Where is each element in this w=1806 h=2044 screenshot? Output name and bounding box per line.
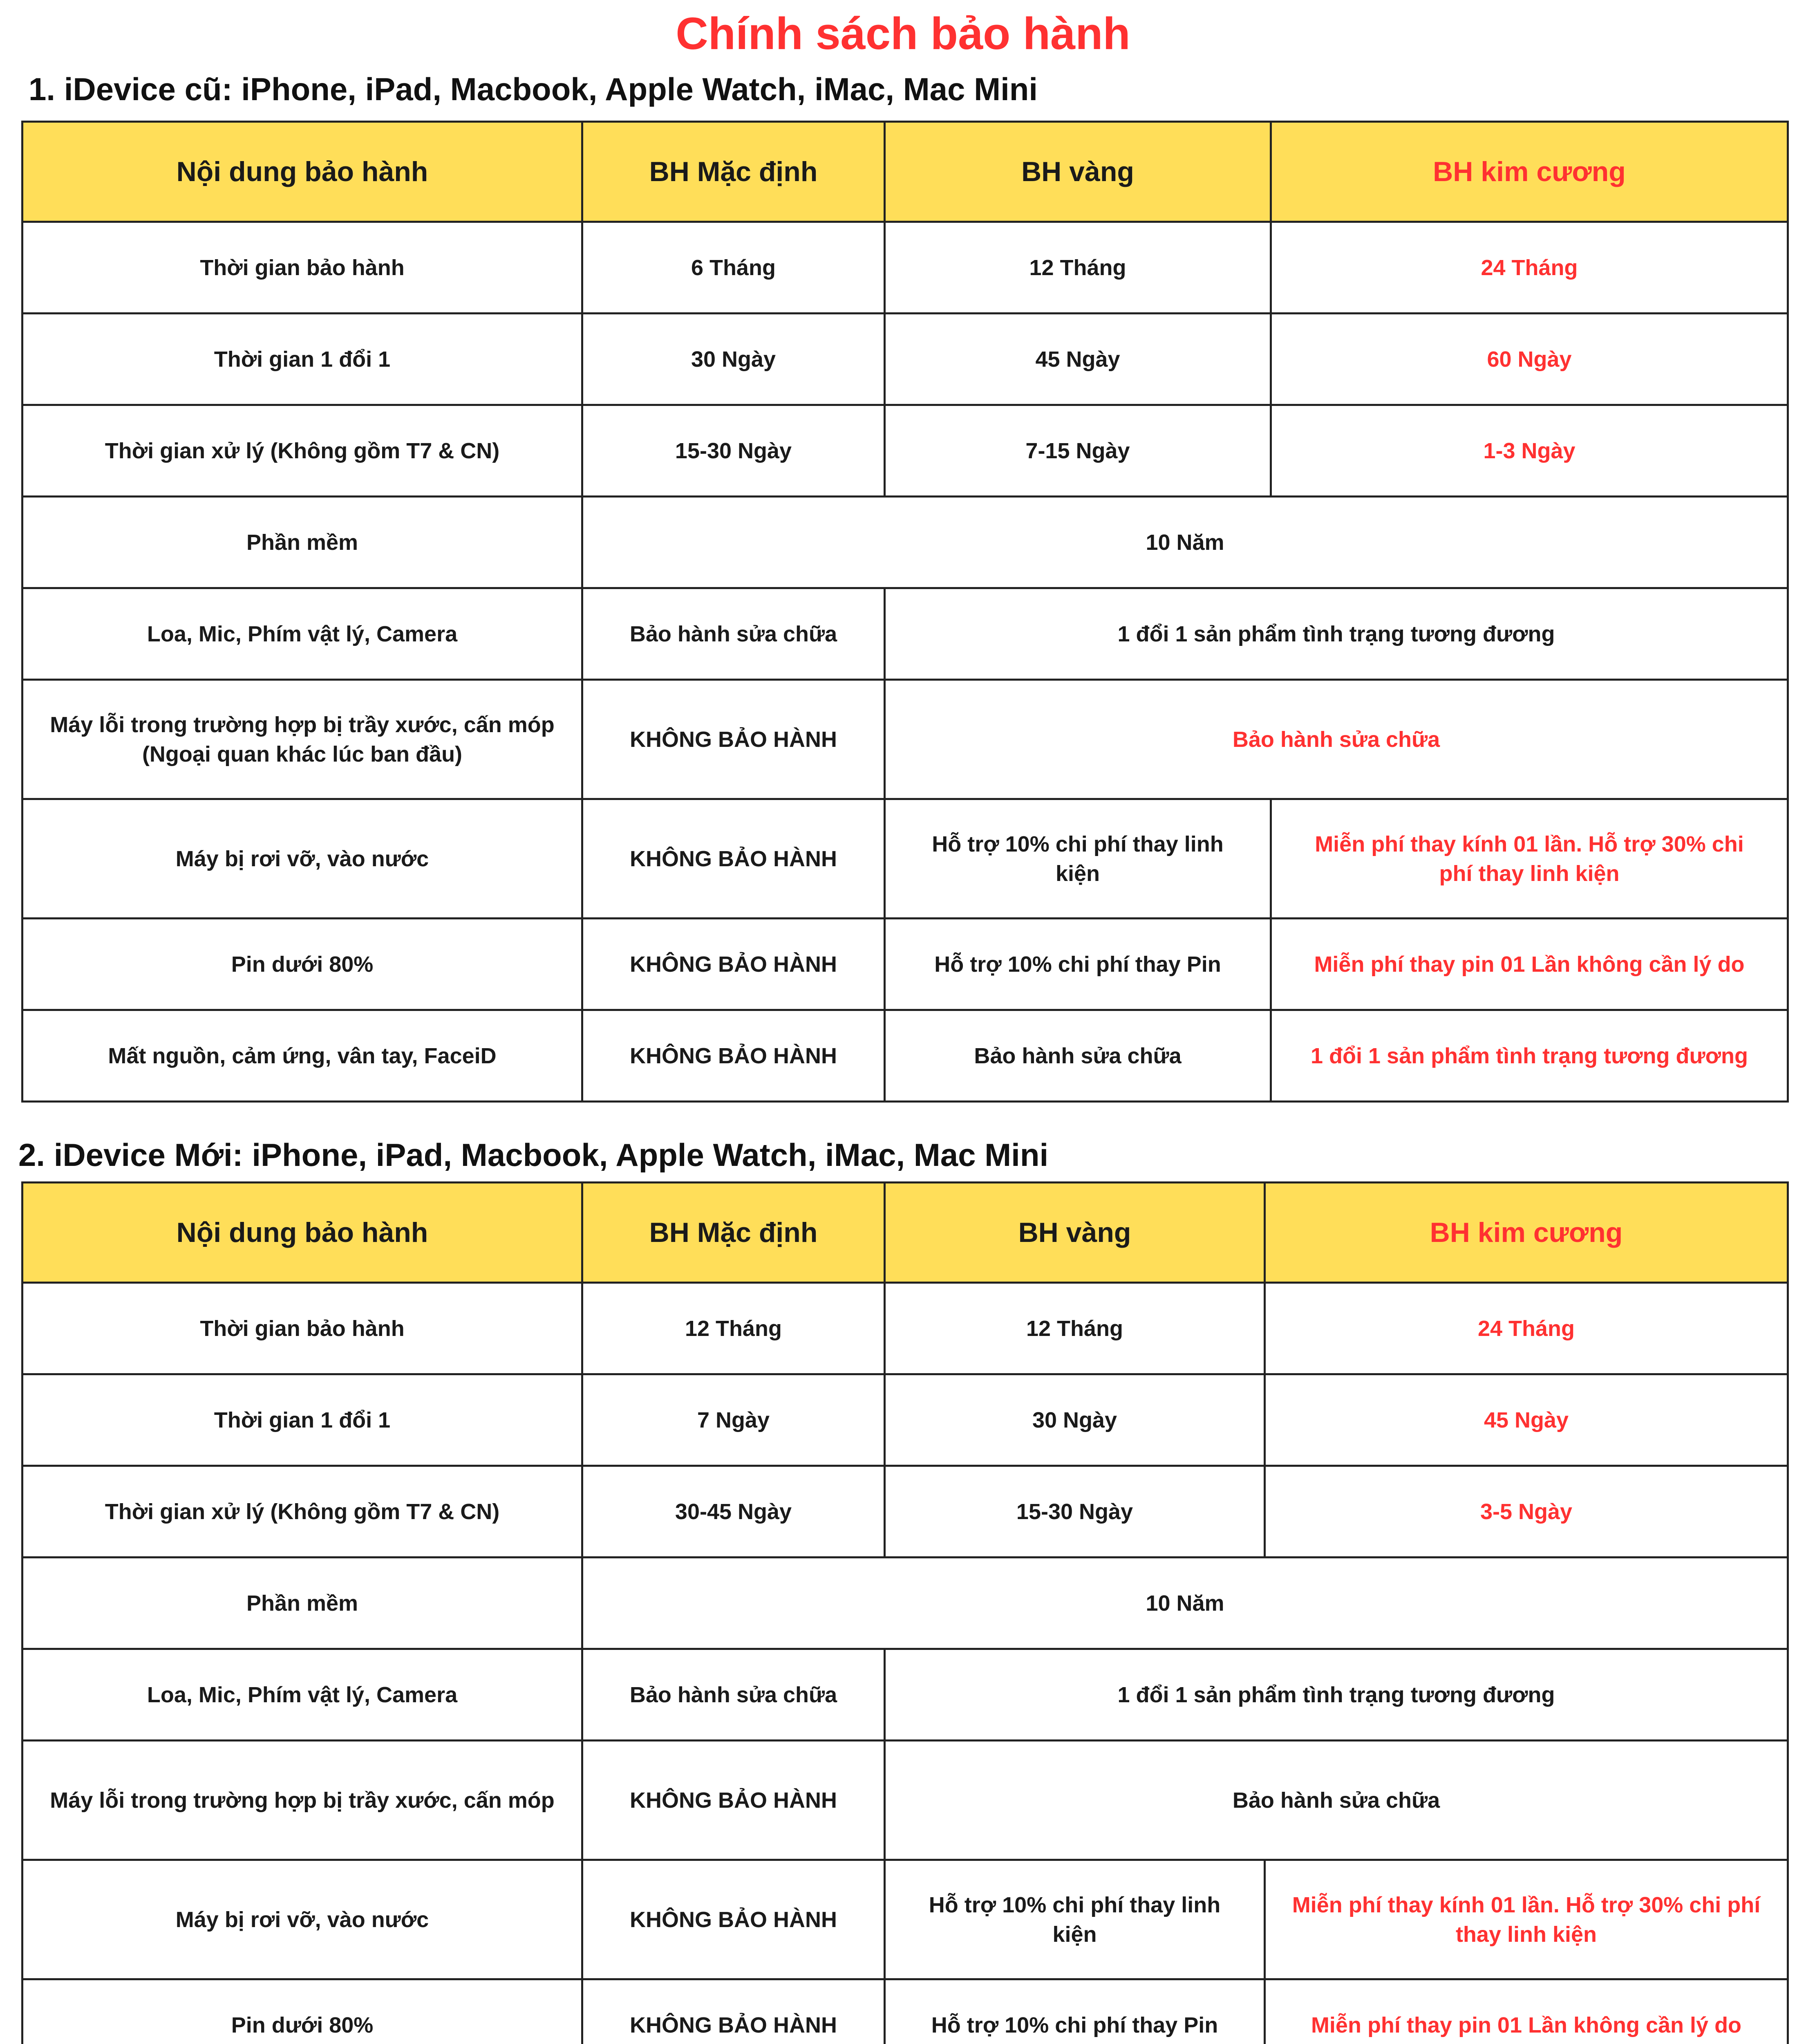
cell-default: 12 Tháng: [582, 1283, 885, 1374]
cell-default: 6 Tháng: [582, 222, 885, 314]
cell-diamond: Miễn phí thay pin 01 Lần không cần lý do: [1271, 919, 1788, 1010]
row-label: Thời gian bảo hành: [22, 1283, 582, 1374]
table-row: [22, 1283, 1788, 1374]
cell-default: Bảo hành sửa chữa: [582, 1649, 885, 1741]
table-row: [22, 1979, 1788, 2044]
cell-diamond: 1-3 Ngày: [1271, 405, 1788, 497]
cell-diamond: Miễn phí thay kính 01 lần. Hỗ trợ 30% chi phí thay linh kiện: [1265, 1860, 1788, 1979]
page-title: Chính sách bảo hành: [676, 9, 1130, 59]
cell-gold: 45 Ngày: [885, 314, 1271, 405]
table-row: [22, 1860, 1788, 1979]
table-row: [22, 1466, 1788, 1558]
table-row: [22, 222, 1788, 314]
cell-default: KHÔNG BẢO HÀNH: [582, 919, 885, 1010]
cell-gold: 30 Ngày: [885, 1374, 1265, 1466]
row-label: Thời gian bảo hành: [22, 222, 582, 314]
cell-diamond: 60 Ngày: [1271, 314, 1788, 405]
cell-diamond: 24 Tháng: [1265, 1283, 1788, 1374]
header-default: BH Mặc định: [582, 1183, 885, 1283]
cell-diamond: 24 Tháng: [1271, 222, 1788, 314]
row-label: Loa, Mic, Phím vật lý, Camera: [22, 588, 582, 680]
table-row: [22, 1649, 1788, 1741]
cell-gold: 7-15 Ngày: [885, 405, 1271, 497]
header-gold: BH vàng: [885, 1183, 1265, 1283]
cell-diamond: Miễn phí thay kính 01 lần. Hỗ trợ 30% chi phí thay linh kiện: [1271, 799, 1788, 919]
row-label: Pin dưới 80%: [22, 1979, 582, 2044]
table-row: [22, 919, 1788, 1010]
row-label: Máy bị rơi vỡ, vào nước: [22, 1860, 582, 1979]
cell-gold-diamond: 1 đổi 1 sản phẩm tình trạng tương đương: [885, 588, 1788, 680]
cell-default: KHÔNG BẢO HÀNH: [582, 1979, 885, 2044]
row-label: Pin dưới 80%: [22, 919, 582, 1010]
cell-gold: Hỗ trợ 10% chi phí thay linh kiện: [885, 1860, 1265, 1979]
cell-gold: 12 Tháng: [885, 1283, 1265, 1374]
table-row: [22, 314, 1788, 405]
cell-gold: Hỗ trợ 10% chi phí thay Pin: [885, 919, 1271, 1010]
row-label: Loa, Mic, Phím vật lý, Camera: [22, 1649, 582, 1741]
section-2-heading: 2. iDevice Mới: iPhone, iPad, Macbook, Apple Watch, iMac, Mac Mini: [18, 1137, 1049, 1173]
cell-default: 30-45 Ngày: [582, 1466, 885, 1558]
cell-default: 30 Ngày: [582, 314, 885, 405]
table-row: [22, 1010, 1788, 1102]
cell-all-tiers: 10 Năm: [582, 1558, 1788, 1649]
header-diamond: BH kim cương: [1271, 122, 1788, 222]
row-label: Máy lỗi trong trường hợp bị trầy xước, cấn móp: [22, 1741, 582, 1860]
row-label: Máy lỗi trong trường hợp bị trầy xước, cấn móp (Ngoại quan khác lúc ban đầu): [22, 680, 582, 799]
cell-default: KHÔNG BẢO HÀNH: [582, 1741, 885, 1860]
cell-gold: Bảo hành sửa chữa: [885, 1010, 1271, 1102]
warranty-table-used: [21, 121, 1789, 1103]
table-row: [22, 588, 1788, 680]
table-row: [22, 1374, 1788, 1466]
row-label: Thời gian 1 đổi 1: [22, 1374, 582, 1466]
cell-gold: 12 Tháng: [885, 222, 1271, 314]
cell-gold-diamond: Bảo hành sửa chữa: [885, 1741, 1788, 1860]
row-label: Phần mềm: [22, 1558, 582, 1649]
row-label: Máy bị rơi vỡ, vào nước: [22, 799, 582, 919]
cell-gold: Hỗ trợ 10% chi phí thay Pin: [885, 1979, 1265, 2044]
table-header-row: [22, 122, 1788, 222]
section-1-heading: 1. iDevice cũ: iPhone, iPad, Macbook, Apple Watch, iMac, Mac Mini: [29, 71, 1038, 107]
cell-diamond: 1 đổi 1 sản phẩm tình trạng tương đương: [1271, 1010, 1788, 1102]
row-label: Thời gian xử lý (Không gồm T7 & CN): [22, 405, 582, 497]
header-content: Nội dung bảo hành: [22, 1183, 582, 1283]
cell-gold-diamond: 1 đổi 1 sản phẩm tình trạng tương đương: [885, 1649, 1788, 1741]
cell-gold: 15-30 Ngày: [885, 1466, 1265, 1558]
table-row: [22, 680, 1788, 799]
cell-all-tiers: 10 Năm: [582, 497, 1788, 588]
header-content: Nội dung bảo hành: [22, 122, 582, 222]
row-label: Mất nguồn, cảm ứng, vân tay, FaceiD: [22, 1010, 582, 1102]
cell-default: Bảo hành sửa chữa: [582, 588, 885, 680]
header-diamond: BH kim cương: [1265, 1183, 1788, 1283]
cell-default: 7 Ngày: [582, 1374, 885, 1466]
cell-default: KHÔNG BẢO HÀNH: [582, 1010, 885, 1102]
table-row: [22, 799, 1788, 919]
cell-diamond: Miễn phí thay pin 01 Lần không cần lý do: [1265, 1979, 1788, 2044]
table-header-row: [22, 1183, 1788, 1283]
cell-default: KHÔNG BẢO HÀNH: [582, 799, 885, 919]
warranty-table-new: [21, 1181, 1789, 2044]
table-row: [22, 1741, 1788, 1860]
header-gold: BH vàng: [885, 122, 1271, 222]
cell-diamond: 45 Ngày: [1265, 1374, 1788, 1466]
cell-default: KHÔNG BẢO HÀNH: [582, 680, 885, 799]
table-row: [22, 497, 1788, 588]
cell-default: 15-30 Ngày: [582, 405, 885, 497]
row-label: Thời gian 1 đổi 1: [22, 314, 582, 405]
row-label: Phần mềm: [22, 497, 582, 588]
cell-diamond: 3-5 Ngày: [1265, 1466, 1788, 1558]
cell-gold-diamond: Bảo hành sửa chữa: [885, 680, 1788, 799]
table-row: [22, 1558, 1788, 1649]
cell-default: KHÔNG BẢO HÀNH: [582, 1860, 885, 1979]
row-label: Thời gian xử lý (Không gồm T7 & CN): [22, 1466, 582, 1558]
table-row: [22, 405, 1788, 497]
header-default: BH Mặc định: [582, 122, 885, 222]
cell-gold: Hỗ trợ 10% chi phí thay linh kiện: [885, 799, 1271, 919]
